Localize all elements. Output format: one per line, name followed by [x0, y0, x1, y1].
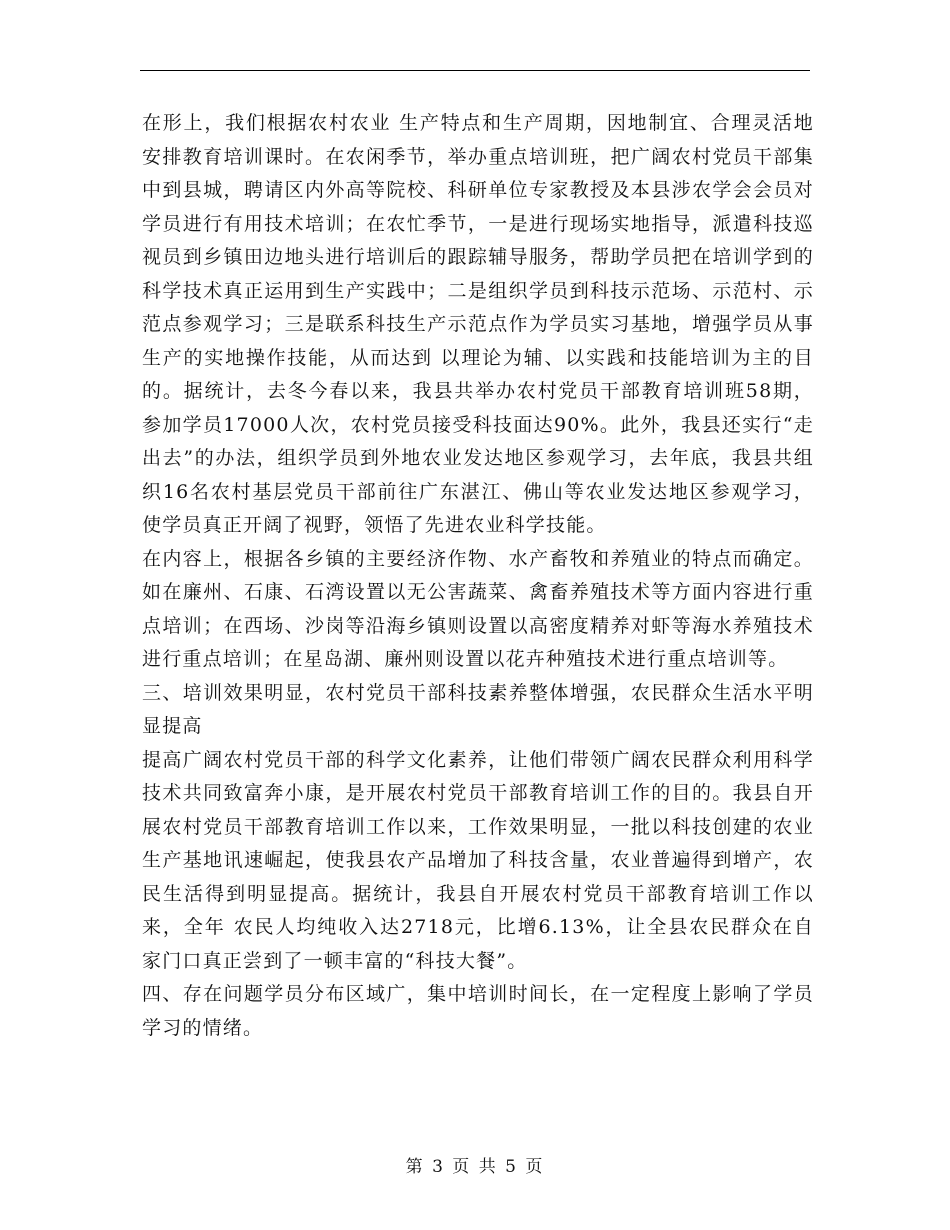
header-rule: [140, 70, 810, 71]
section-heading-results: 三、培训效果明显，农村党员干部科技素养整体增强，农民群众生活水平明显提高: [142, 681, 814, 737]
paragraph-problems: 四、存在问题学员分布区域广，集中培训时间长，在一定程度上影响了学员学习的情绪。: [142, 983, 814, 1039]
page-number: 第 3 页 共 5 页: [405, 1157, 545, 1177]
paragraph-training-format: 在形上，我们根据农村农业 生产特点和生产周期，因地制宜、合理灵活地安排教育培训课时。在农闲季节，举办重点培训班，把广阔农村党员干部集中到县城，聘请区内外高等院校、科研单位专家教授及本县涉农学会会员对学员进行有用技术培训；在农忙季节，一是进行现场实地指导，派遣科技巡视员到乡镇田边地头进行培训后的跟踪辅导服务，帮助学员把在培训学到的科学技术真正运用到生产实践中；二是组织学员到科技示范场、示范村、示范点参观学习；三是联系科技生产示范点作为学员实习基地，增强学员从事生产的实地操作技能，从而达到 以理论为辅、以实践和技能培训为主的目的。据统计，去冬今春以来，我县共举办农村党员干部教育培训班58期，参加学员17000人次，农村党员接受科技面达90%。此外，我县还实行“走出去”的办法，组织学员到外地农业发达地区参观学习，去年底，我县共组织16名农村基层党员干部前往广东湛江、佛山等农业发达地区参观学习，使学员真正开阔了视野，领悟了先进农业科学技能。: [142, 112, 814, 536]
paragraph-training-content: 在内容上，根据各乡镇的主要经济作物、水产畜牧和养殖业的特点而确定。如在廉州、石康、石湾设置以无公害蔬菜、禽畜养殖技术等方面内容进行重点培训；在西场、沙岗等沿海乡镇则设置以高密度精养对虾等海水养殖技术进行重点培训；在星岛湖、廉州则设置以花卉种殖技术进行重点培训等。: [142, 547, 814, 670]
document-body: [142, 107, 814, 1045]
paragraph-training-results: 提高广阔农村党员干部的科学文化素养，让他们带领广阔农民群众利用科学技术共同致富奔小康，是开展农村党员干部教育培训工作的目的。我县自开展农村党员干部教育培训工作以来，工作效果明显，一批以科技创建的农业生产基地讯速崛起，使我县农产品增加了科技含量，农业普遍得到增产，农民生活得到明显提高。据统计，我县自开展农村党员干部教育培训工作以来，全年 农民人均纯收入达2718元，比增6.13%，让全县农民群众在自家门口真正尝到了一顿丰富的“科技大餐”。: [142, 748, 814, 972]
